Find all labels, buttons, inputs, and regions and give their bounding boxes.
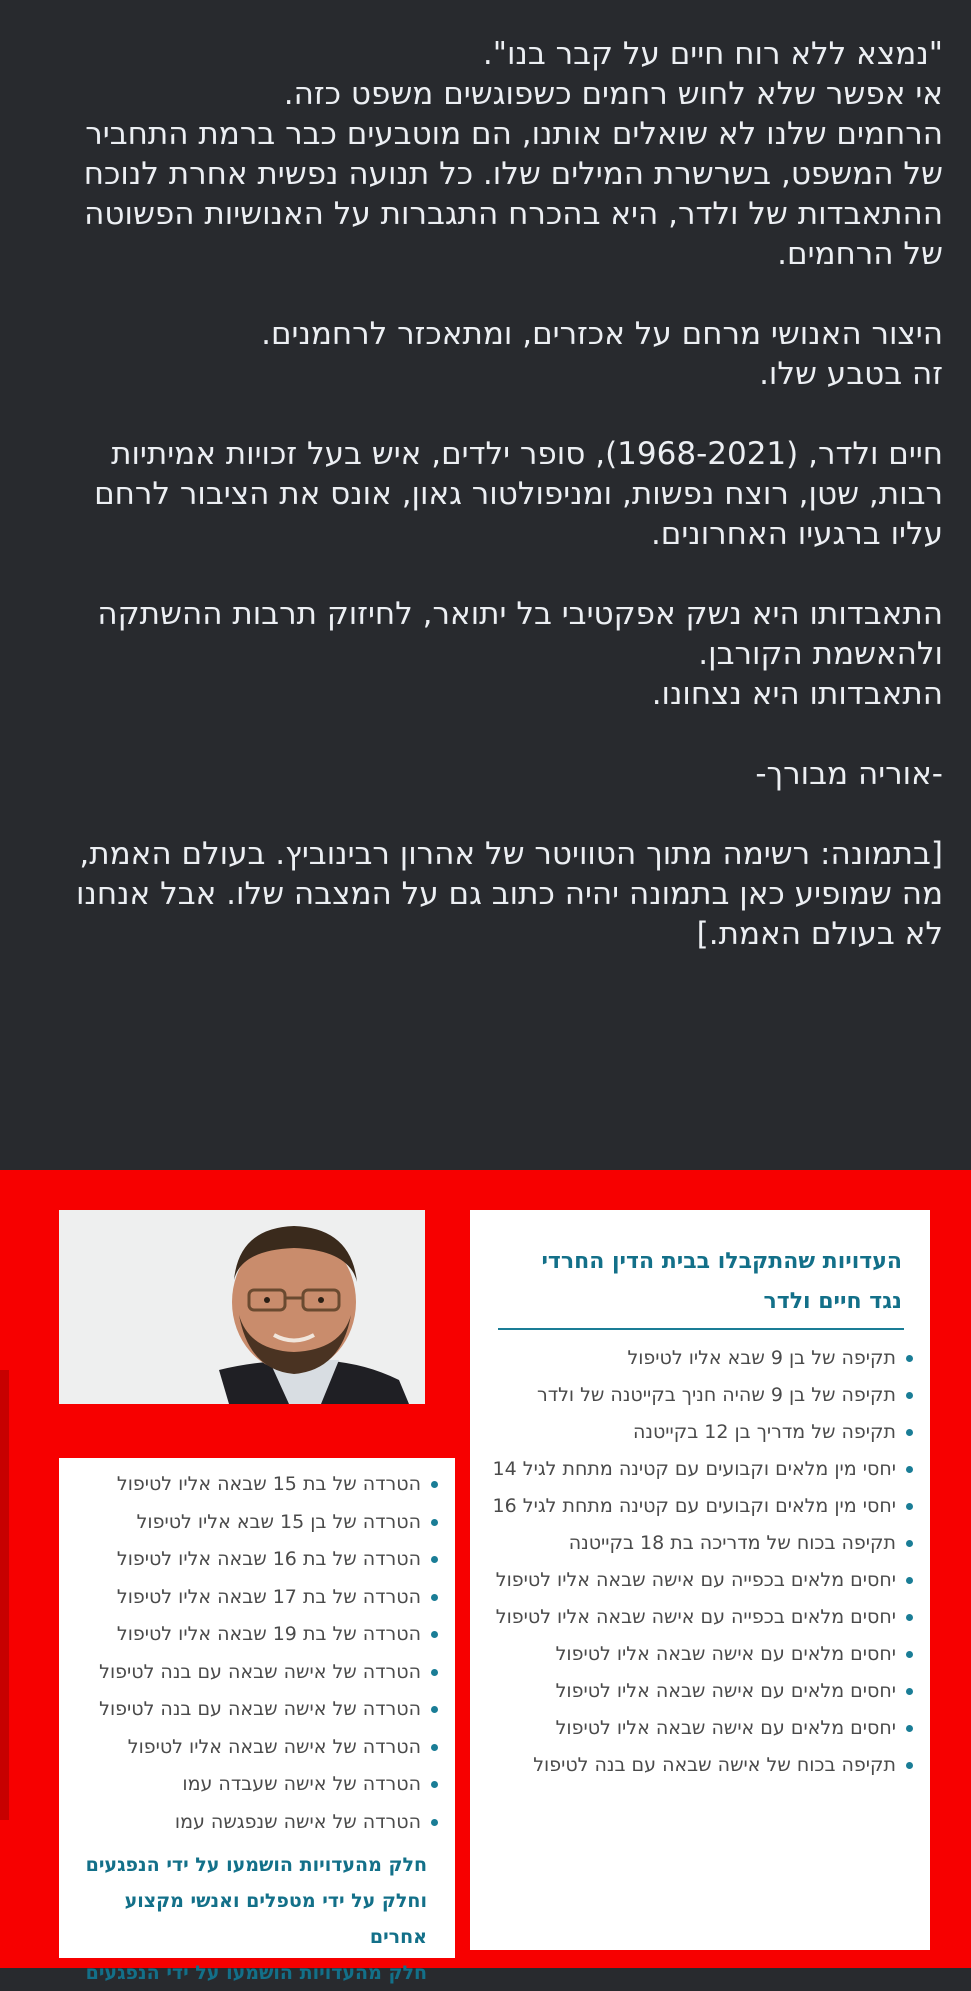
post-line: ולהאשמת הקורבן. [698, 636, 943, 672]
post-line: של המשפט, בשרשרת המילים שלו. כל תנועה נפשית אחרת לנוכח [83, 156, 943, 192]
list-item: יחסים מלאים עם אישה שבאה אליו לטיפול [490, 1636, 896, 1673]
post-paragraph [28, 834, 943, 954]
post-line: "נמצא ללא רוח חיים על קבר בנו". [482, 36, 943, 72]
post-line: -אוריה מבורך- [755, 756, 943, 792]
list-item: יחסי מין מלאים וקבועים עם קטינה מתחת לגיל 14 [490, 1451, 896, 1488]
post-line: היצור האנושי מרחם על אכזרים, ומתאכזר לרחמנים. [261, 316, 943, 352]
list-item: הטרדה של בת 19 שבאה אליו לטיפול [73, 1616, 421, 1654]
list-item: תקיפה בכוח של מדריכה בת 18 בקייטנה [490, 1525, 896, 1562]
post-line: [בתמונה: רשימה מתוך הטוויטר של אהרון רבינוביץ. בעולם האמת, [79, 836, 943, 872]
list-item: תקיפה של בן 9 שבא אליו לטיפול [490, 1340, 896, 1377]
post-line: מה שמופיע כאן בתמונה יהיה כתוב גם על המצבה שלו. אבל אנחנו [75, 876, 943, 912]
list-item: הטרדה של אישה שבאה אליו לטיפול [73, 1729, 421, 1767]
list-item: תקיפה של בן 9 שהיה חניך בקייטנה של ולדר [490, 1377, 896, 1414]
list-item: תקיפה בכוח של אישה שבאה עם בנה לטיפול [490, 1747, 896, 1784]
testimonies-card [470, 1210, 930, 1950]
post-paragraph [28, 34, 943, 274]
list-item: תקיפה של מדריך בן 12 בקייטנה [490, 1414, 896, 1451]
list-item: הטרדה של אישה שבאה עם בנה לטיפול [73, 1691, 421, 1729]
portrait-icon [59, 1210, 425, 1404]
post-paragraph [28, 434, 943, 554]
list-item: יחסים מלאים בכפייה עם אישה שבאה אליו לטיפול [490, 1562, 896, 1599]
list-item: יחסים מלאים עם אישה שבאה אליו לטיפול [490, 1710, 896, 1747]
red-edge-strip [0, 1370, 9, 1820]
portrait-photo [59, 1210, 425, 1404]
card-note: חלק מהעדויות הושמעו על ידי הנפגעים וחלק על ידי מטפלים ואנשי מקצוע אחרים חלק מהעדויות הושמעו על ידי הנפגעים [85, 1854, 427, 1984]
post-image[interactable] [0, 1170, 971, 1984]
card-title: העדויות שהתקבלו בבית הדין החרדי נגד חיים ולדר [541, 1249, 902, 1314]
list-item: יחסים מלאים בכפייה עם אישה שבאה אליו לטיפול [490, 1599, 896, 1636]
post-line: אי אפשר שלא לחוש רחמים כשפוגשים משפט כזה. [283, 76, 943, 112]
post-line: של הרחמים. [777, 236, 943, 272]
post-line: התאבדותו היא נשק אפקטיבי בל יתואר, לחיזוק תרבות ההשתקה [97, 596, 943, 632]
list-item: הטרדה של בת 17 שבאה אליו לטיפול [73, 1579, 421, 1617]
harassment-list [59, 1458, 455, 1841]
list-item: הטרדה של אישה שעבדה עמו [73, 1766, 421, 1804]
post-line: עליו ברגעיו האחרונים. [650, 516, 943, 552]
list-item: יחסי מין מלאים וקבועים עם קטינה מתחת לגיל 16 [490, 1488, 896, 1525]
post-line: זה בטבע שלו. [759, 356, 943, 392]
list-item: הטרדה של בן 15 שבא אליו לטיפול [73, 1504, 421, 1542]
title-divider [498, 1328, 904, 1330]
post-line: רבות, שטן, רוצח נפשות, ומניפולטור גאון, אונס את הציבור לרחם [94, 476, 943, 512]
post-line: ההתאבדות של ולדר, היא בהכרח התגברות על האנושיות הפשוטה [84, 196, 943, 232]
testimonies-list [470, 1340, 930, 1784]
post-line: הרחמים שלנו לא שואלים אותנו, הם מוטבעים כבר ברמת התחביר [85, 116, 943, 152]
list-item: יחסים מלאים עם אישה שבאה אליו לטיפול [490, 1673, 896, 1710]
list-item: הטרדה של בת 16 שבאה אליו לטיפול [73, 1541, 421, 1579]
post-line: התאבדותו היא נצחונו. [651, 676, 943, 712]
list-item: הטרדה של בת 15 שבאה אליו לטיפול [73, 1466, 421, 1504]
list-item: הטרדה של אישה שנפגשה עמו [73, 1804, 421, 1842]
post-paragraph [28, 314, 943, 394]
post-paragraph [28, 754, 943, 794]
post-line: חיים ולדר, (1968-2021), סופר ילדים, איש בעל זכויות אמיתיות [111, 436, 943, 472]
list-item: הטרדה של אישה שבאה עם בנה לטיפול [73, 1654, 421, 1692]
harassment-card [59, 1458, 455, 1984]
post-line: לא בעולם האמת.] [696, 916, 943, 952]
post-paragraph [28, 594, 943, 714]
